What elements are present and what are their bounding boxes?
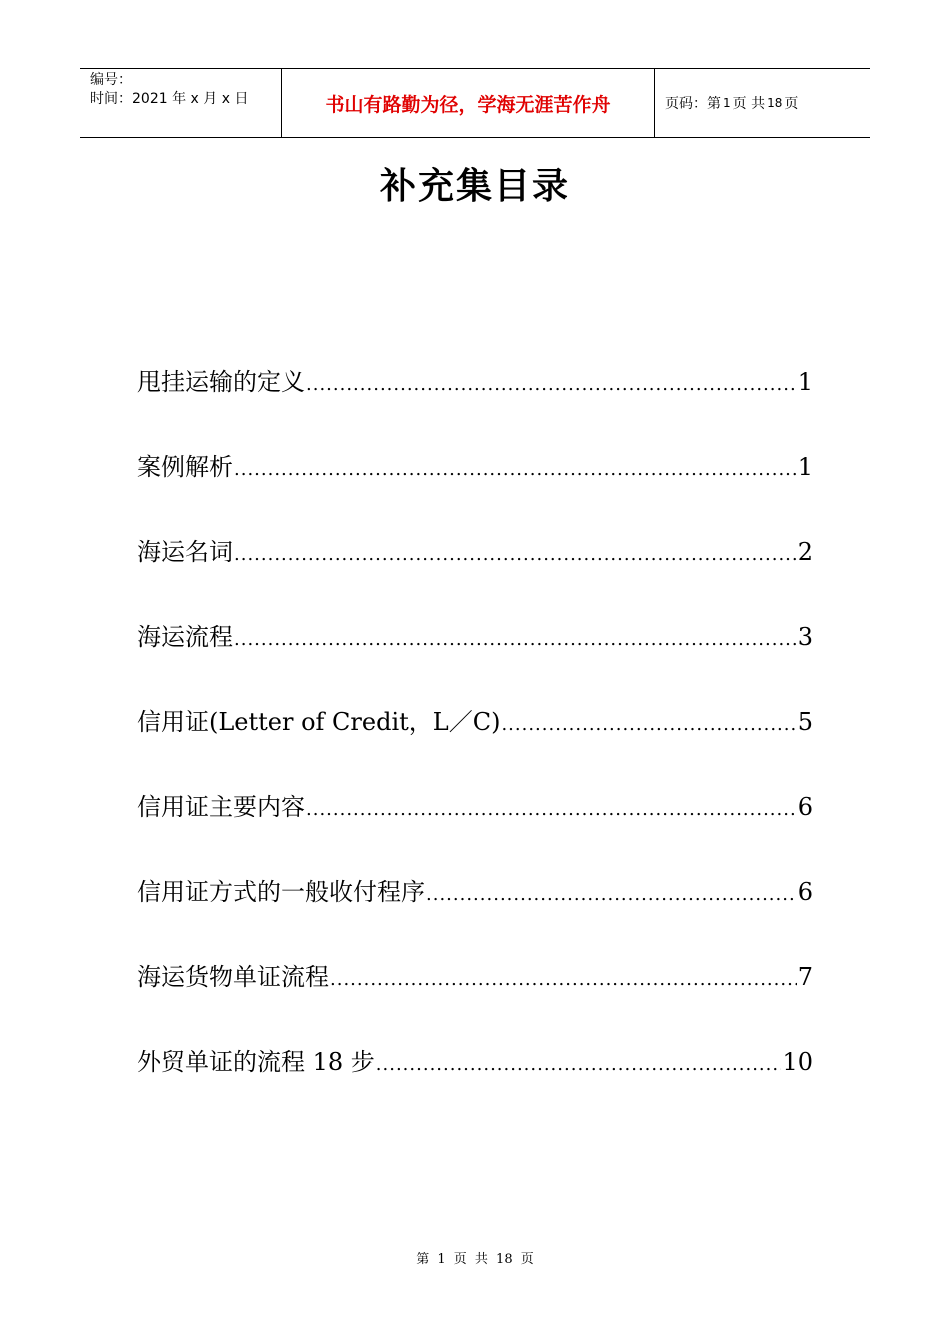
toc-item-page: 6 [797,793,813,821]
toc-item[interactable] [137,617,813,702]
page-prefix: 页码：第 [665,96,721,112]
toc-leader-dots [376,1054,782,1075]
toc-leader-dots [234,544,797,565]
header-motto: 书山有路勤为径，学海无涯苦作舟 [282,69,655,137]
toc-item[interactable] [137,787,813,872]
document-number-label: 编号： [90,72,132,88]
toc-item-label: 海运货物单证流程 [137,963,329,991]
page-suffix: 页 [784,96,799,112]
toc-item[interactable] [137,532,813,617]
header-meta [80,69,282,137]
toc-item-page: 3 [797,623,813,651]
toc-leader-dots [234,629,797,650]
table-of-contents [137,362,813,1127]
toc-leader-dots [330,969,797,990]
toc-leader-dots [306,374,797,395]
toc-item-label: 信用证(Letter of Credit，L／C) [137,708,501,736]
toc-item-label: 信用证主要内容 [137,793,305,821]
toc-item-page: 2 [797,538,813,566]
page-current: 1 [723,96,731,110]
toc-item-label: 海运名词 [137,538,233,566]
header-table [80,68,870,138]
toc-item-page: 10 [782,1048,813,1076]
toc-item-page: 5 [797,708,813,736]
document-date: 时间：2021 年 x 月 x 日 [90,91,249,107]
toc-item-label: 海运流程 [137,623,233,651]
page-title: 补充集目录 [379,166,570,207]
toc-item[interactable] [137,362,813,447]
toc-item[interactable] [137,957,813,1042]
toc-item-label: 案例解析 [137,453,233,481]
toc-item-page: 7 [797,963,813,991]
header-page-info [655,69,870,137]
toc-item-page: 1 [797,368,813,396]
toc-leader-dots [234,459,797,480]
toc-item[interactable] [137,872,813,957]
page-mid: 页 共 [732,96,766,112]
toc-item-page: 6 [797,878,813,906]
toc-item-page: 1 [797,453,813,481]
toc-item[interactable] [137,1042,813,1127]
toc-item[interactable] [137,702,813,787]
page-footer: 第 1 页 共 18 页 [416,1252,534,1267]
toc-item[interactable] [137,447,813,532]
toc-item-label: 外贸单证的流程 18 步 [137,1048,375,1076]
page-total: 18 [767,96,783,110]
toc-leader-dots [306,799,797,820]
toc-item-label: 信用证方式的一般收付程序 [137,878,425,906]
toc-item-label: 甩挂运输的定义 [137,368,305,396]
toc-leader-dots [501,714,796,735]
toc-leader-dots [426,884,797,905]
